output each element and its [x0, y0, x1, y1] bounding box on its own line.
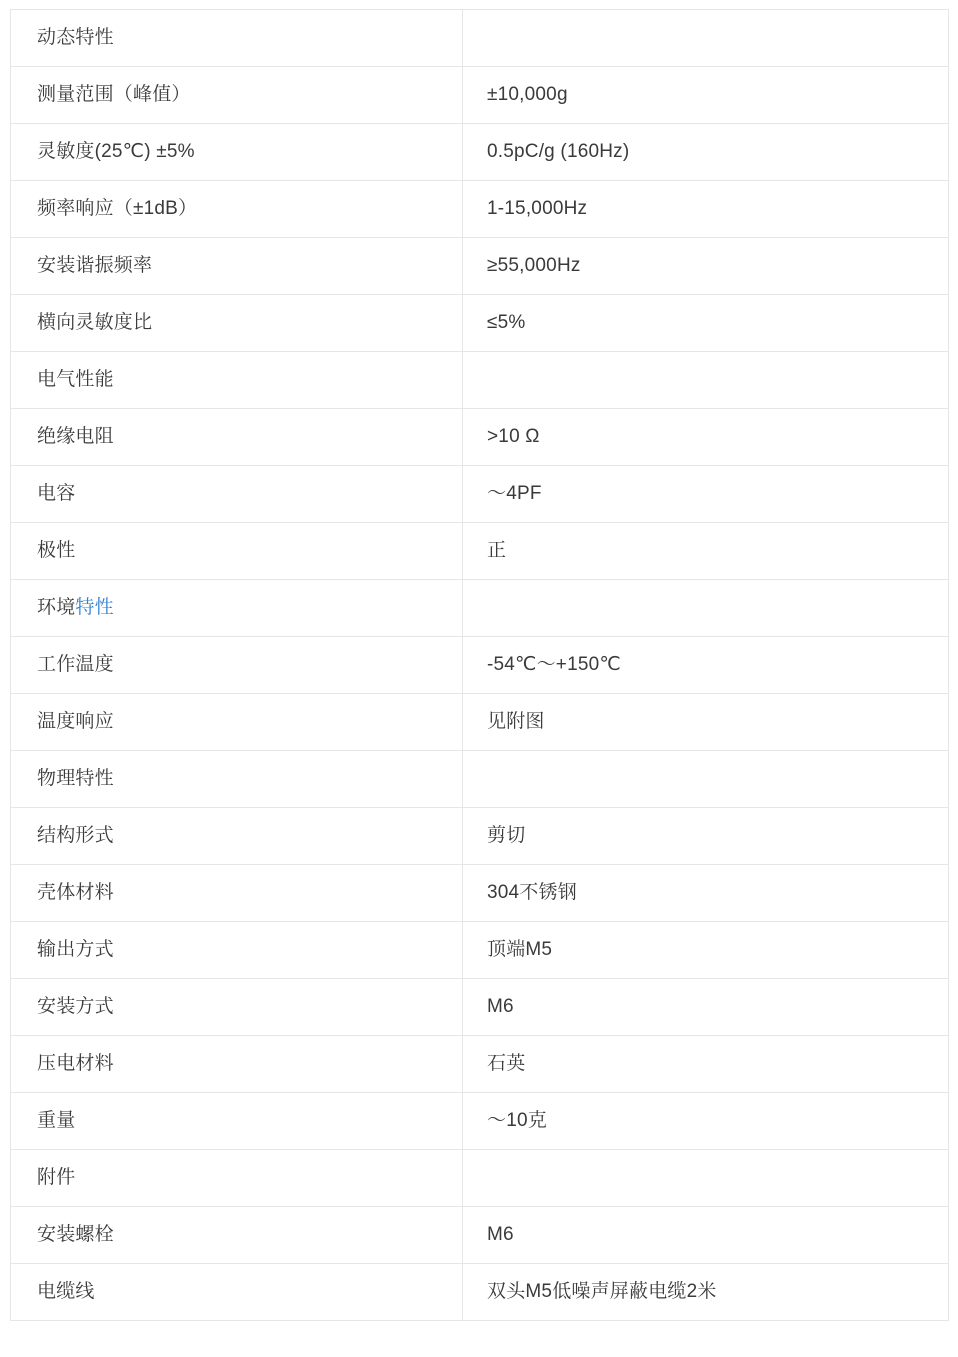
- table-row: [11, 10, 949, 67]
- spec-label-cell: 工作温度: [11, 637, 463, 694]
- spec-value-cell: 顶端M5: [463, 922, 949, 979]
- spec-label-text: 环境: [37, 597, 76, 618]
- spec-value-cell: [463, 1150, 949, 1207]
- spec-value-cell: 见附图: [463, 694, 949, 751]
- spec-value-cell: 石英: [463, 1036, 949, 1093]
- spec-label-cell: 极性: [11, 523, 463, 580]
- table-row: [11, 124, 949, 181]
- table-row: [11, 1150, 949, 1207]
- table-row: [11, 181, 949, 238]
- table-row: [11, 694, 949, 751]
- spec-label-cell: 电容: [11, 466, 463, 523]
- spec-label-cell: 绝缘电阻: [11, 409, 463, 466]
- spec-label-cell: 温度响应: [11, 694, 463, 751]
- spec-label-cell: 电气性能: [11, 352, 463, 409]
- spec-value-cell: ±10,000g: [463, 67, 949, 124]
- specifications-table-body: [11, 10, 949, 1321]
- table-row: [11, 67, 949, 124]
- spec-label-cell: [11, 580, 463, 637]
- spec-label-cell: 动态特性: [11, 10, 463, 67]
- table-row: [11, 523, 949, 580]
- spec-label-cell: 电缆线: [11, 1264, 463, 1321]
- spec-value-cell: 正: [463, 523, 949, 580]
- table-row: [11, 751, 949, 808]
- spec-value-cell: ～10克: [463, 1093, 949, 1150]
- spec-value-cell: >10 Ω: [463, 409, 949, 466]
- spec-label-cell: 物理特性: [11, 751, 463, 808]
- spec-value-cell: [463, 580, 949, 637]
- specifications-table: [10, 9, 949, 1321]
- table-row: [11, 637, 949, 694]
- spec-value-cell: M6: [463, 979, 949, 1036]
- table-row: [11, 1036, 949, 1093]
- spec-value-cell: 1-15,000Hz: [463, 181, 949, 238]
- table-row: [11, 295, 949, 352]
- table-row: [11, 1093, 949, 1150]
- spec-value-cell: ≤5%: [463, 295, 949, 352]
- spec-value-cell: ≥55,000Hz: [463, 238, 949, 295]
- spec-label-cell: 壳体材料: [11, 865, 463, 922]
- spec-label-cell: 附件: [11, 1150, 463, 1207]
- spec-label-cell: 重量: [11, 1093, 463, 1150]
- spec-label-highlight: 特性: [75, 597, 114, 618]
- table-row: [11, 466, 949, 523]
- spec-value-cell: 双头M5低噪声屏蔽电缆2米: [463, 1264, 949, 1321]
- spec-value-cell: -54℃～+150℃: [463, 637, 949, 694]
- table-row: [11, 580, 949, 637]
- table-row: [11, 409, 949, 466]
- table-row: [11, 1207, 949, 1264]
- spec-label-cell: 安装方式: [11, 979, 463, 1036]
- table-row: [11, 922, 949, 979]
- spec-value-cell: [463, 751, 949, 808]
- spec-label-cell: 结构形式: [11, 808, 463, 865]
- spec-label-cell: 横向灵敏度比: [11, 295, 463, 352]
- spec-value-cell: 304不锈钢: [463, 865, 949, 922]
- spec-value-cell: M6: [463, 1207, 949, 1264]
- table-row: [11, 352, 949, 409]
- table-row: [11, 238, 949, 295]
- spec-value-cell: ～4PF: [463, 466, 949, 523]
- spec-label-cell: 测量范围（峰值）: [11, 67, 463, 124]
- table-row: [11, 865, 949, 922]
- table-row: [11, 808, 949, 865]
- table-row: [11, 979, 949, 1036]
- spec-value-cell: [463, 10, 949, 67]
- spec-label-cell: 输出方式: [11, 922, 463, 979]
- table-row: [11, 1264, 949, 1321]
- spec-value-cell: [463, 352, 949, 409]
- spec-label-cell: 灵敏度(25℃) ±5%: [11, 124, 463, 181]
- spec-value-cell: 剪切: [463, 808, 949, 865]
- spec-value-cell: 0.5pC/g (160Hz): [463, 124, 949, 181]
- spec-label-cell: 频率响应（±1dB）: [11, 181, 463, 238]
- spec-label-cell: 安装螺栓: [11, 1207, 463, 1264]
- spec-label-cell: 压电材料: [11, 1036, 463, 1093]
- spec-label-cell: 安装谐振频率: [11, 238, 463, 295]
